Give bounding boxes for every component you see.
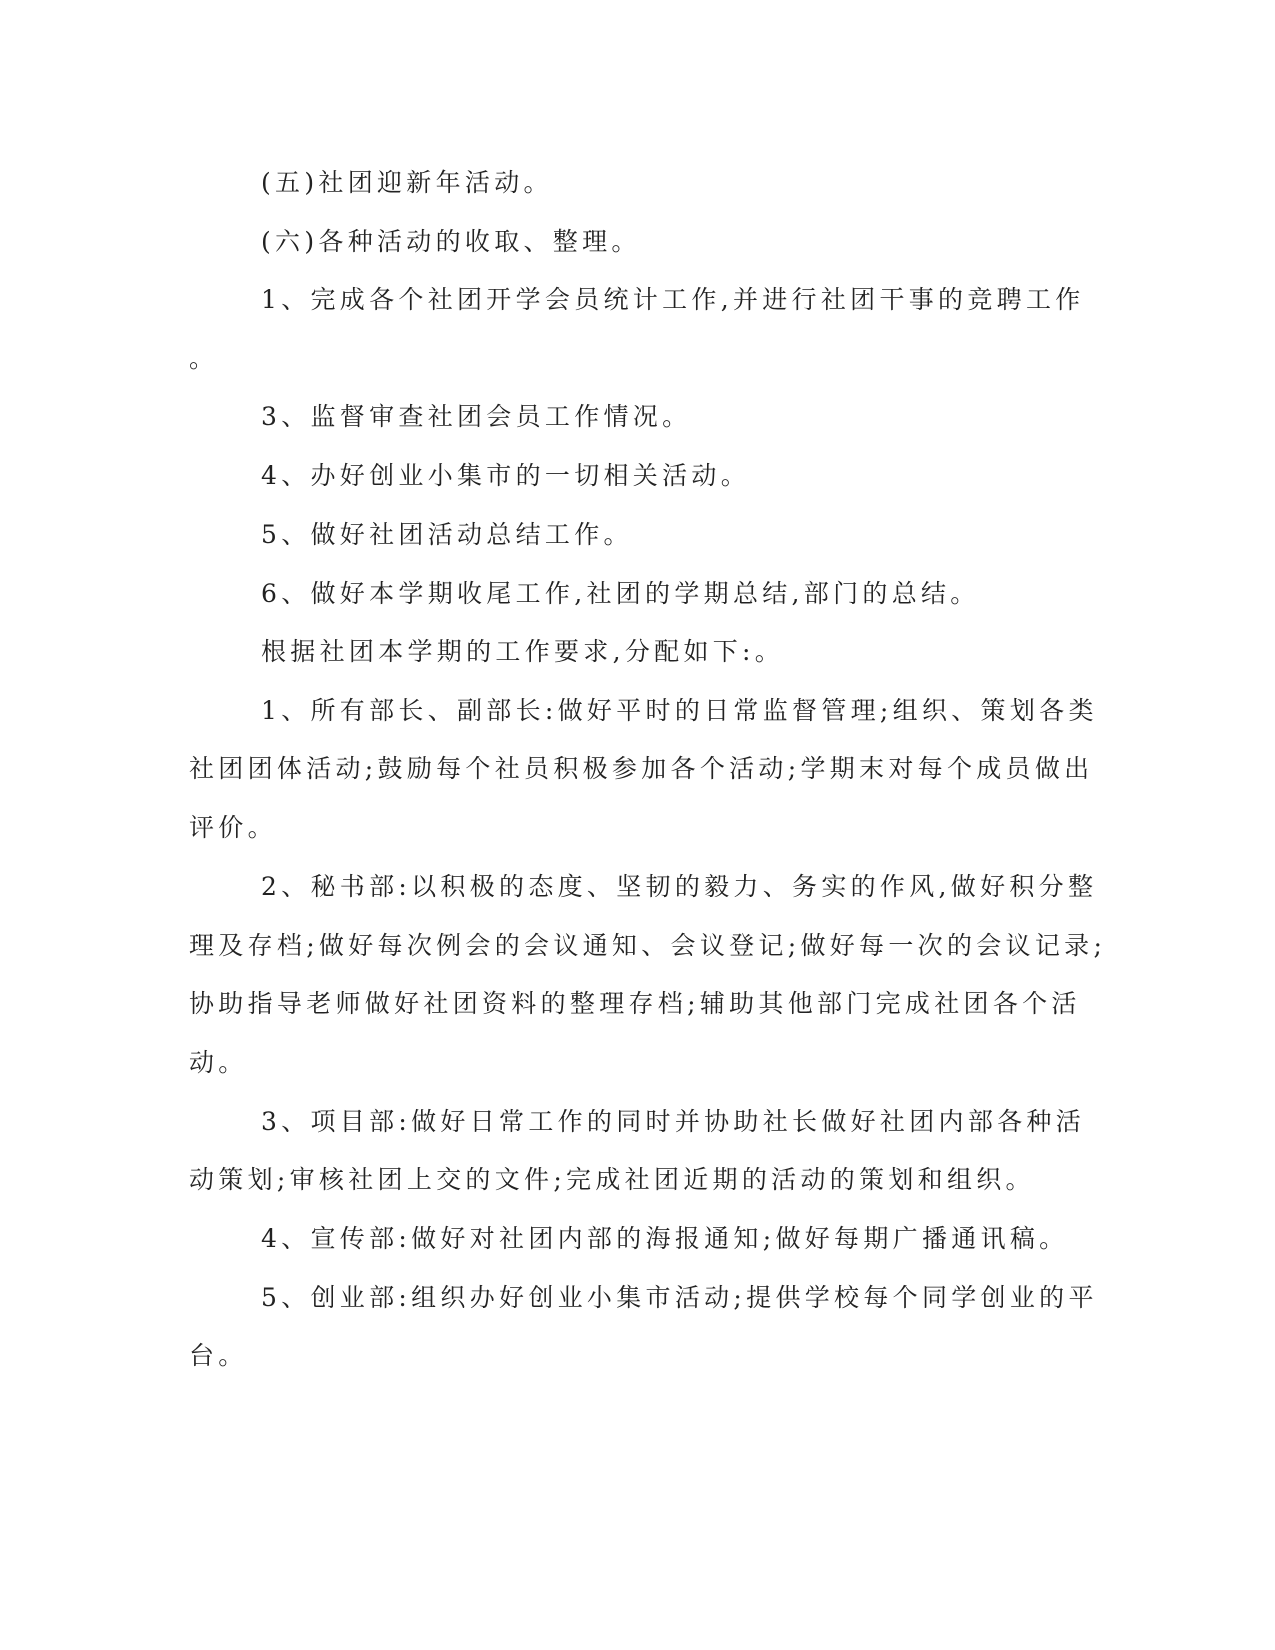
paragraph-line: 社团团体活动;鼓励每个社员积极参加各个活动;学期末对每个成员做出 <box>189 754 1094 783</box>
paragraph-line: 动策划;审核社团上交的文件;完成社团近期的活动的策划和组织。 <box>189 1165 1035 1194</box>
paragraph-line: 4、宣传部:做好对社团内部的海报通知;做好每期广播通讯稿。 <box>261 1224 1069 1253</box>
paragraph-line: 3、项目部:做好日常工作的同时并协助社长做好社团内部各种活 <box>261 1107 1086 1136</box>
paragraph-line: 。 <box>189 344 219 373</box>
paragraph-line: (五)社团迎新年活动。 <box>261 168 553 197</box>
paragraph-line: 动。 <box>189 1048 248 1077</box>
paragraph-line: 2、秘书部:以积极的态度、坚韧的毅力、务实的作风,做好积分整 <box>261 872 1098 901</box>
paragraph-line: 5、创业部:组织办好创业小集市活动;提供学校每个同学创业的平 <box>261 1283 1098 1312</box>
paragraph-line: (六)各种活动的收取、整理。 <box>261 227 641 256</box>
paragraph-line: 台。 <box>189 1341 248 1370</box>
paragraph-line: 评价。 <box>189 813 277 842</box>
paragraph-line: 1、所有部长、副部长:做好平时的日常监督管理;组织、策划各类 <box>261 696 1098 725</box>
paragraph-line: 3、监督审查社团会员工作情况。 <box>261 402 692 431</box>
paragraph-line: 4、办好创业小集市的一切相关活动。 <box>261 461 751 490</box>
paragraph-line: 6、做好本学期收尾工作,社团的学期总结,部门的总结。 <box>261 579 980 608</box>
paragraph-line: 理及存档;做好每次例会的会议通知、会议登记;做好每一次的会议记录; <box>189 931 1107 960</box>
paragraph-line: 根据社团本学期的工作要求,分配如下:。 <box>261 637 785 666</box>
paragraph-line: 1、完成各个社团开学会员统计工作,并进行社团干事的竞聘工作 <box>261 285 1085 314</box>
paragraph-line: 5、做好社团活动总结工作。 <box>261 520 633 549</box>
paragraph-line: 协助指导老师做好社团资料的整理存档;辅助其他部门完成社团各个活 <box>189 989 1081 1018</box>
